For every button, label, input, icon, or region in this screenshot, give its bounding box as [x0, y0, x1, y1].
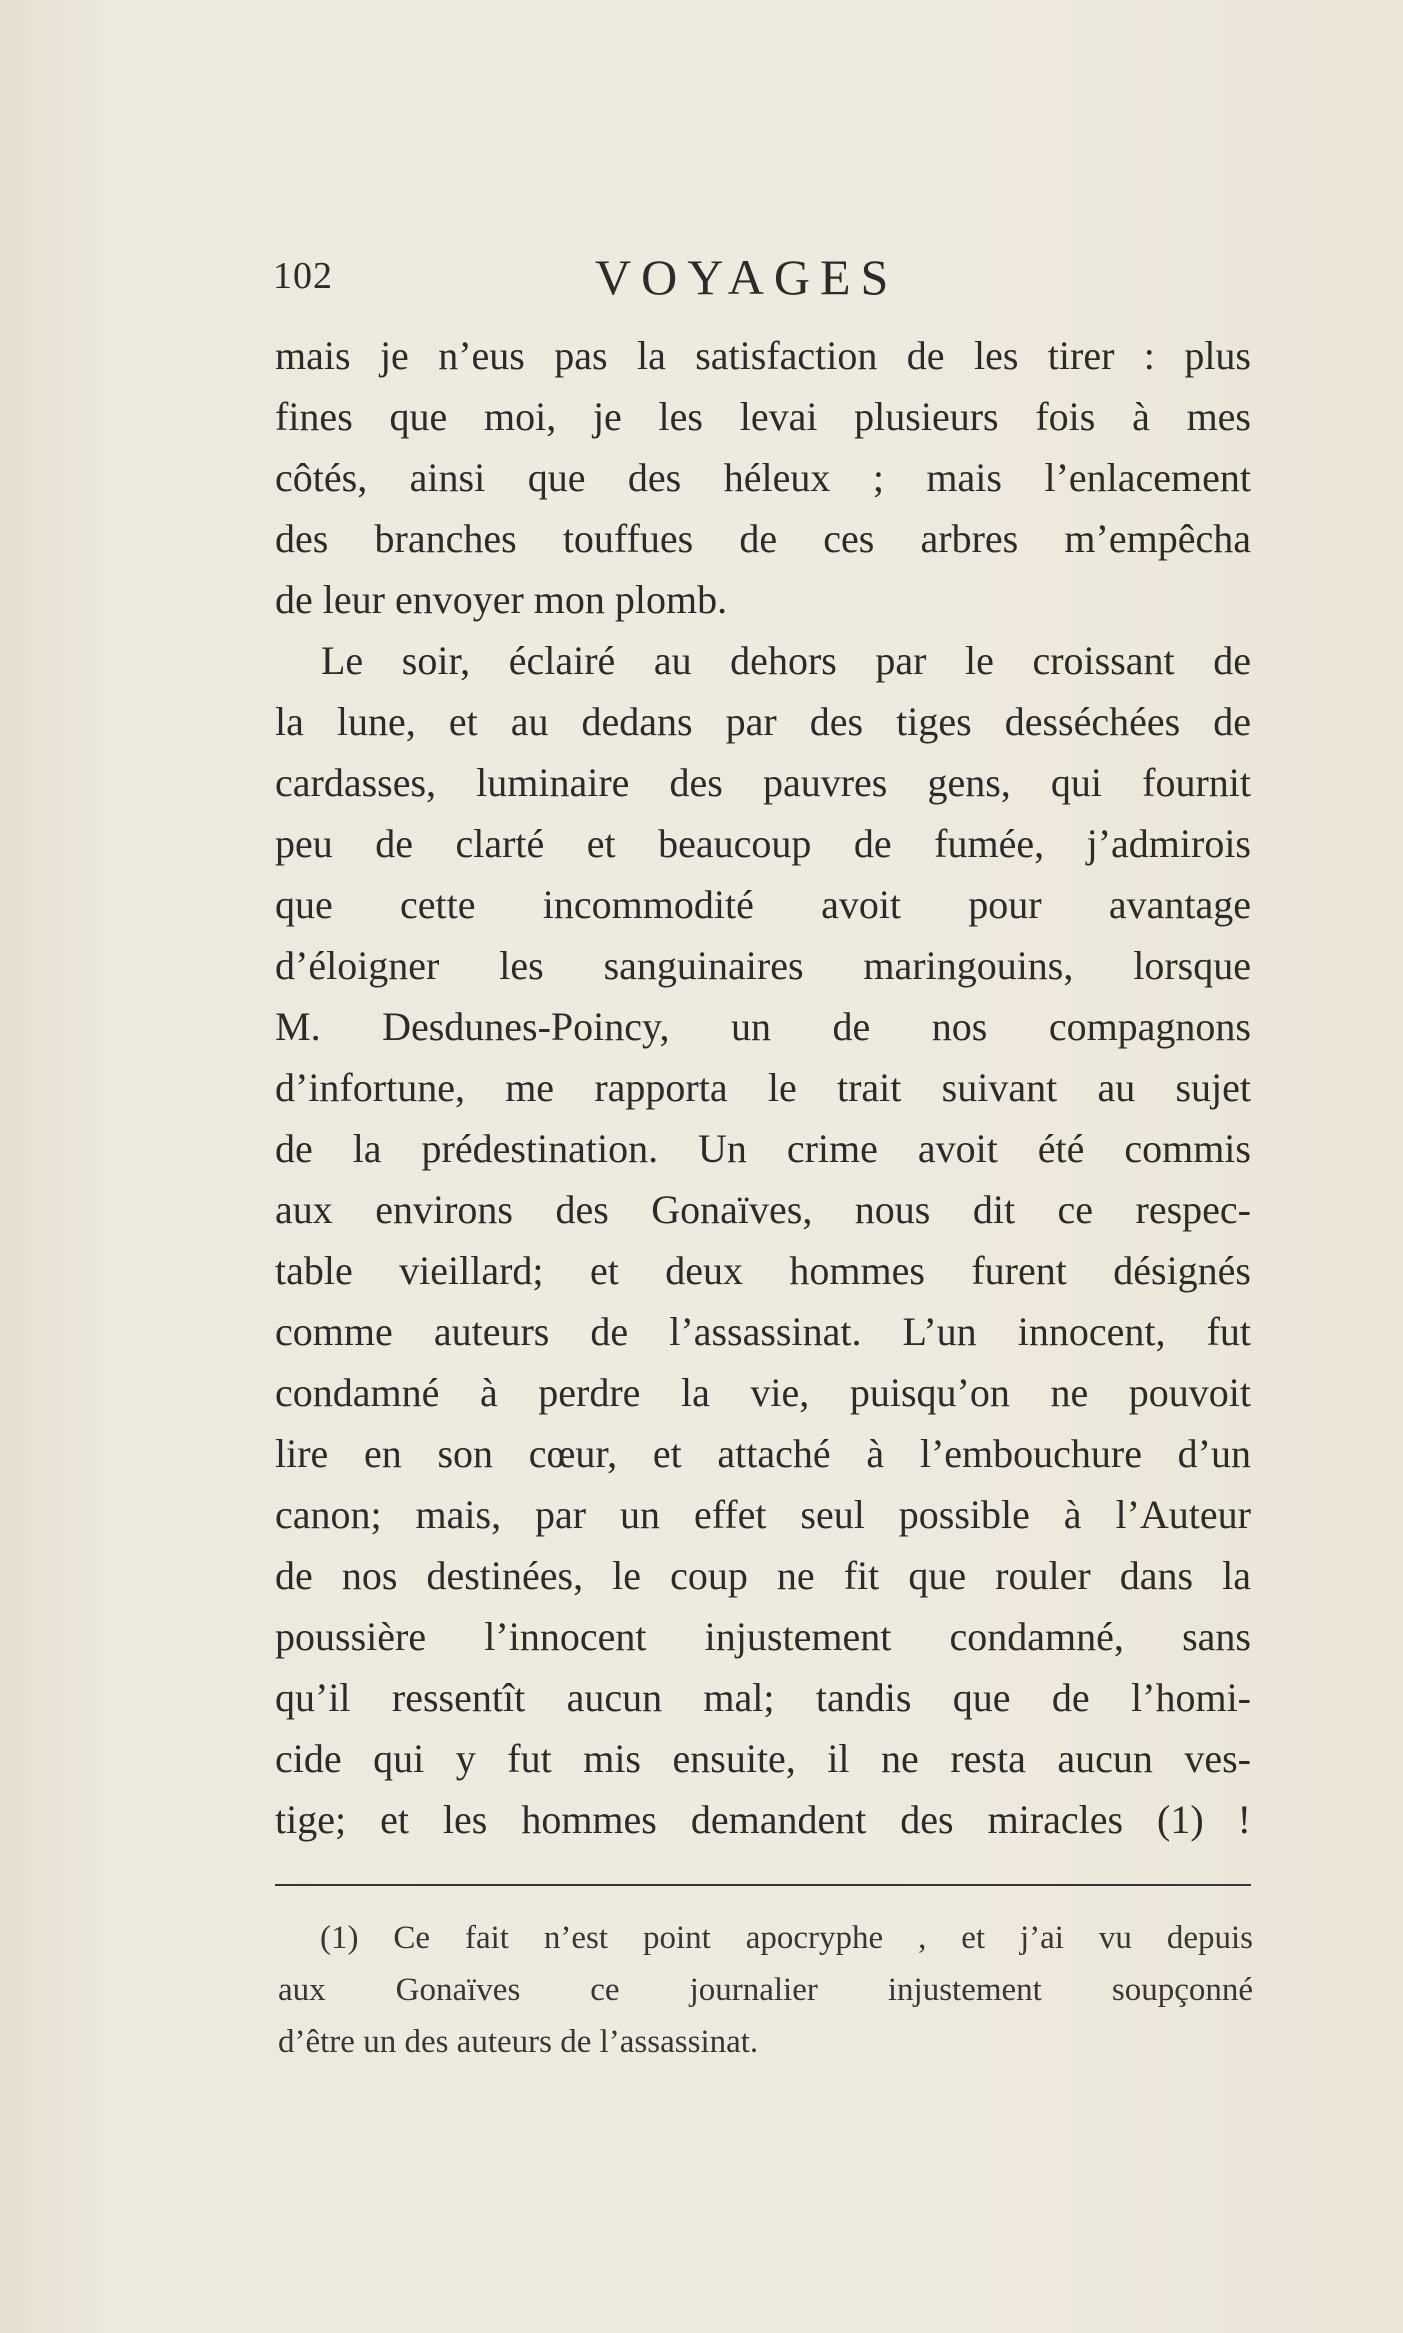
text-line: qu’il ressentît aucun mal; tandis que de l’homi-	[275, 1675, 1251, 1720]
text-line: tige; et les hommes demandent des miracles (1) !	[275, 1797, 1251, 1842]
footnote-line: aux Gonaïves ce journalier injustement soupçonné	[278, 1972, 1253, 2008]
footnote-line: (1) Ce fait n’est point apocryphe , et j’ai vu depuis	[320, 1920, 1253, 1956]
text-line: de la prédestination. Un crime avoit été commis	[275, 1126, 1251, 1171]
text-line: cardasses, luminaire des pauvres gens, qui fournit	[275, 760, 1251, 805]
text-line: d’éloigner les sanguinaires maringouins, lorsque	[275, 943, 1251, 988]
text-line: Le soir, éclairé au dehors par le croissant de	[321, 638, 1251, 683]
page-number: 102	[273, 255, 333, 297]
text-line: côtés, ainsi que des héleux ; mais l’enlacement	[275, 455, 1251, 500]
text-line: M. Desdunes-Poincy, un de nos compagnons	[275, 1004, 1251, 1049]
text-line: lire en son cœur, et attaché à l’embouchure d’un	[275, 1431, 1251, 1476]
text-line: d’infortune, me rapporta le trait suivant au sujet	[275, 1065, 1251, 1110]
text-line: la lune, et au dedans par des tiges desséchées de	[275, 699, 1251, 744]
text-line: table vieillard; et deux hommes furent désignés	[275, 1248, 1251, 1293]
running-title: VOYAGES	[595, 249, 899, 305]
text-line: que cette incommodité avoit pour avantage	[275, 882, 1251, 927]
text-line: comme auteurs de l’assassinat. L’un innocent, fut	[275, 1309, 1251, 1354]
footnote	[278, 1912, 1253, 2068]
text-line: cide qui y fut mis ensuite, il ne resta aucun ves-	[275, 1736, 1251, 1781]
text-line: canon; mais, par un effet seul possible à l’Auteur	[275, 1492, 1251, 1537]
text-line: des branches touffues de ces arbres m’empêcha	[275, 516, 1251, 561]
footnote-divider	[275, 1884, 1251, 1886]
text-line: poussière l’innocent injustement condamné, sans	[275, 1614, 1251, 1659]
text-line: mais je n’eus pas la satisfaction de les tirer : plus	[275, 333, 1251, 378]
page-header	[273, 248, 1253, 308]
text-line: fines que moi, je les levai plusieurs fois à mes	[275, 394, 1251, 439]
text-line: de leur envoyer mon plomb.	[275, 577, 728, 622]
text-line: peu de clarté et beaucoup de fumée, j’admirois	[275, 821, 1251, 866]
text-line: de nos destinées, le coup ne fit que rouler dans la	[275, 1553, 1251, 1598]
text-line: condamné à perdre la vie, puisqu’on ne pouvoit	[275, 1370, 1251, 1415]
text-line: aux environs des Gonaïves, nous dit ce respec-	[275, 1187, 1251, 1232]
footnote-line: d’être un des auteurs de l’assassinat.	[278, 2024, 759, 2060]
main-text	[275, 325, 1251, 1850]
